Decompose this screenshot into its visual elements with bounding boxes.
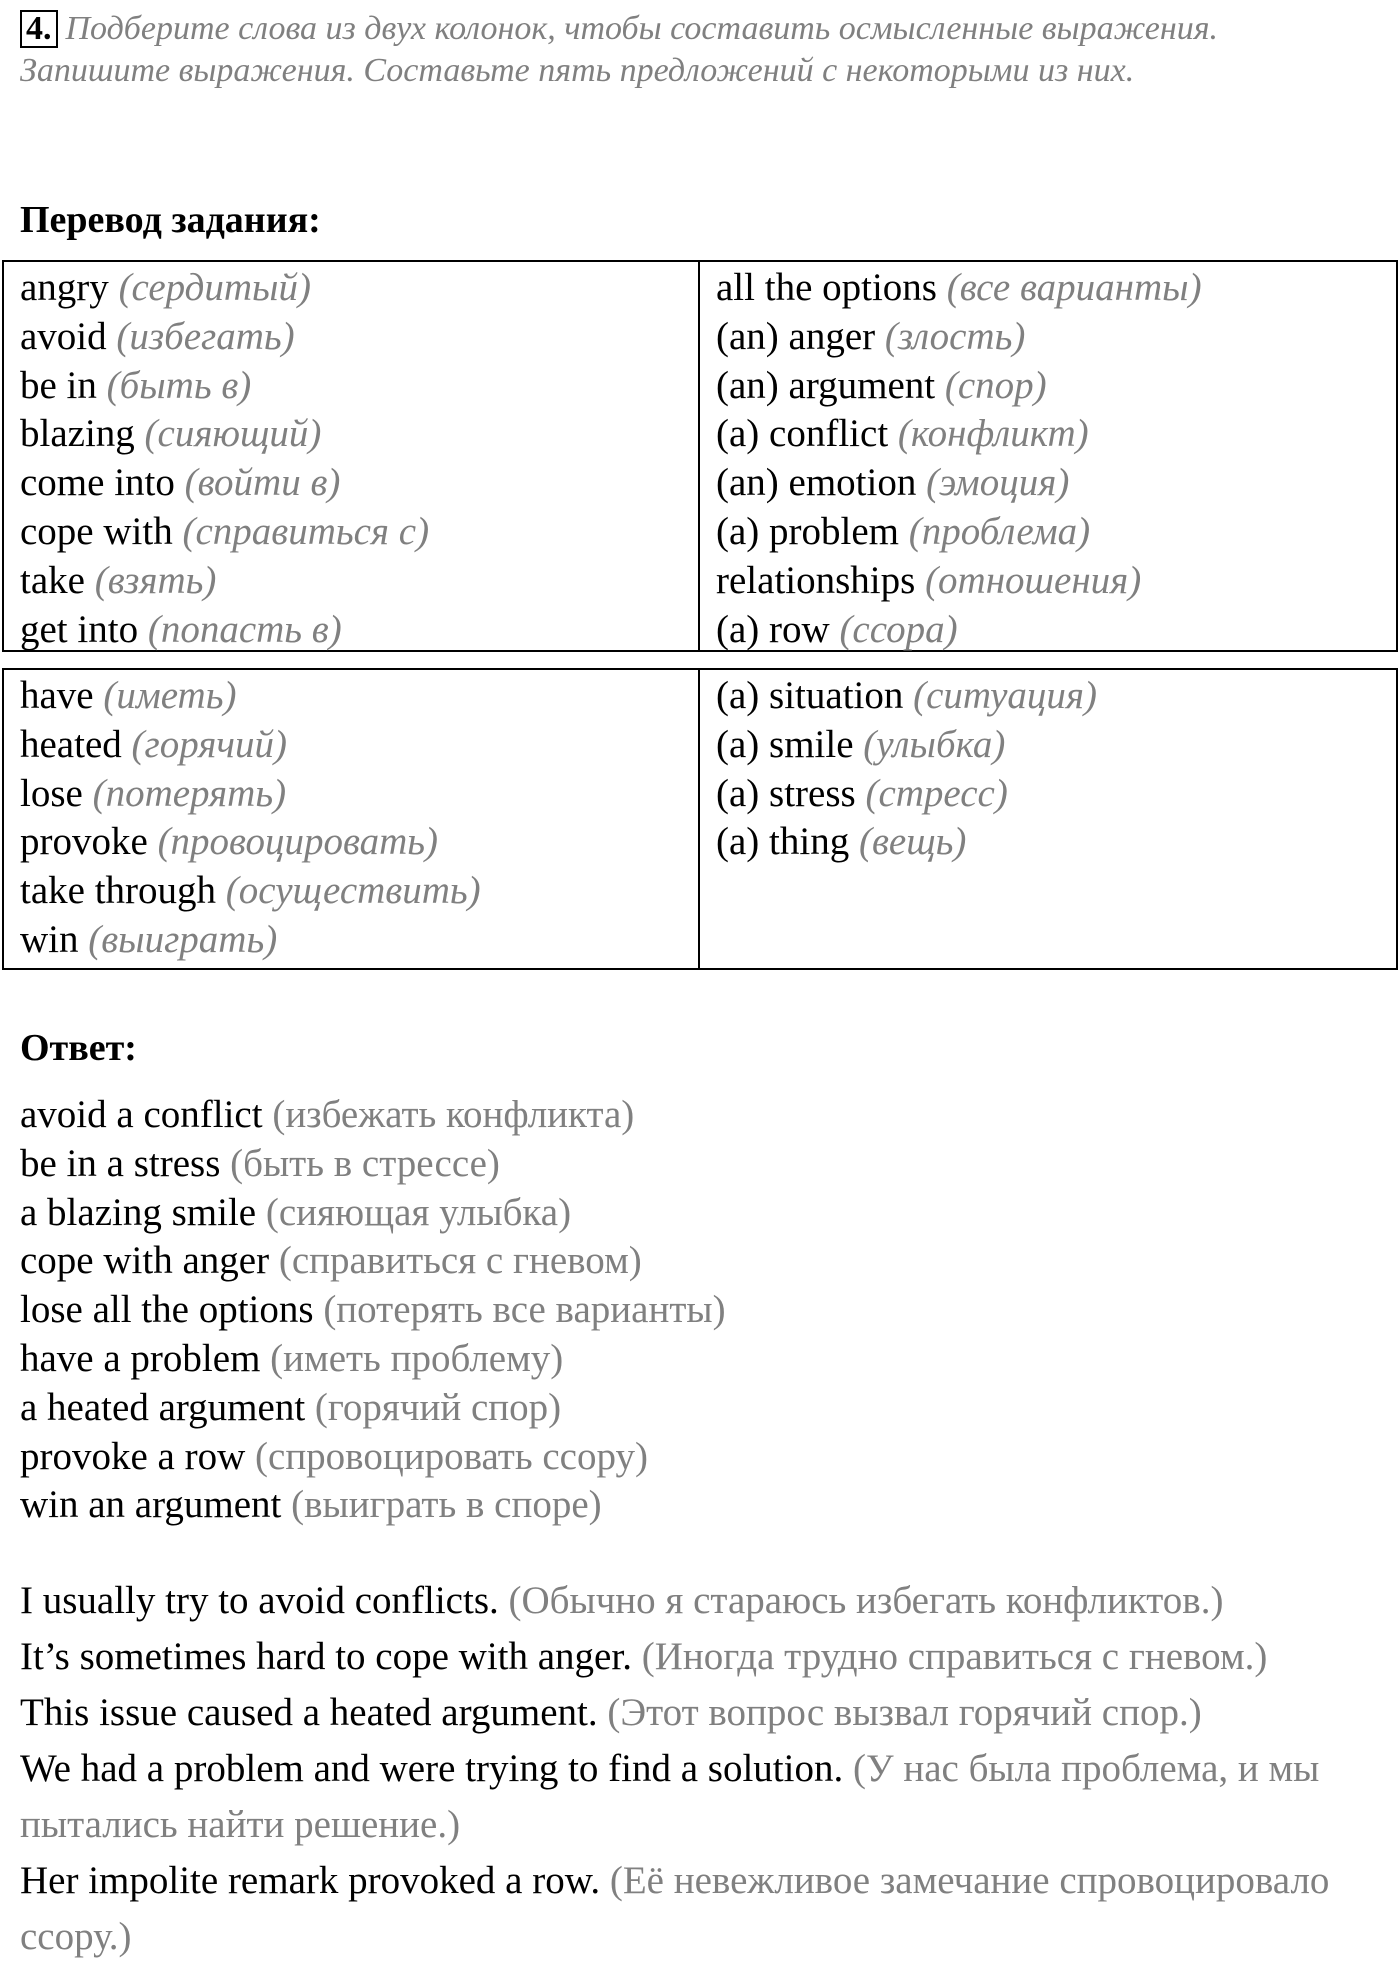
answer-item [20, 1286, 726, 1335]
russian-translation: (Этот вопрос вызвал горячий спор.) [607, 1691, 1202, 1734]
example-sentences [20, 1573, 1390, 1965]
russian-translation: (спор) [944, 363, 1047, 407]
sentence-item [20, 1573, 1390, 1629]
word-item [20, 410, 698, 459]
russian-translation: (спровоцировать ссору) [255, 1434, 648, 1478]
word-item [716, 770, 1396, 819]
english-sentence: Her impolite remark provoked a row. [20, 1859, 601, 1902]
russian-translation: (справиться с) [182, 509, 430, 553]
word-item [20, 606, 698, 655]
russian-translation: (эмоция) [926, 461, 1070, 505]
english-text: a blazing smile [20, 1190, 257, 1234]
sentence-item [20, 1853, 1390, 1965]
english-text: all the options [716, 266, 937, 309]
russian-translation: (избежать конфликта) [272, 1093, 635, 1136]
russian-translation: (быть в стрессе) [230, 1141, 500, 1185]
answer-item [20, 1335, 726, 1384]
russian-translation: (выиграть) [88, 917, 278, 961]
english-text: (an) emotion [716, 461, 917, 505]
sentence-item [20, 1685, 1390, 1741]
russian-translation: (горячий) [131, 722, 287, 766]
english-sentence: This issue caused a heated argument. [20, 1691, 598, 1734]
russian-translation: (стресс) [865, 771, 1008, 815]
answer-item [20, 1384, 726, 1433]
english-text: take [20, 558, 85, 602]
english-text: a heated argument [20, 1385, 306, 1429]
russian-translation: (ситуация) [913, 674, 1098, 717]
russian-translation: (потерять все варианты) [323, 1288, 726, 1332]
word-item [716, 721, 1396, 770]
word-item [20, 770, 698, 819]
word-item [20, 672, 698, 721]
russian-translation: (взять) [94, 558, 217, 602]
answer-title: Ответ: [20, 1027, 137, 1069]
english-text: (a) situation [716, 674, 904, 717]
word-item [716, 264, 1396, 313]
english-text: avoid a conflict [20, 1093, 263, 1136]
english-text: heated [20, 722, 122, 766]
english-text: provoke a row [20, 1434, 246, 1478]
word-item [20, 362, 698, 411]
english-text: (a) thing [716, 820, 850, 864]
word-item [716, 818, 1396, 867]
russian-translation: (выиграть в споре) [291, 1483, 602, 1527]
russian-translation: (улыбка) [863, 722, 1006, 766]
english-sentence: It’s sometimes hard to cope with anger. [20, 1635, 632, 1678]
word-column-left [4, 670, 700, 968]
english-text: provoke [20, 820, 148, 864]
russian-translation: (горячий спор) [314, 1385, 562, 1429]
english-text: be in [20, 363, 97, 407]
answer-list [20, 1091, 726, 1530]
english-text: cope with anger [20, 1239, 270, 1283]
word-item [716, 313, 1396, 362]
english-text: relationships [716, 558, 916, 602]
english-text: (an) anger [716, 314, 876, 358]
exercise-page [20, 8, 1400, 1958]
english-text: come into [20, 461, 175, 505]
russian-translation: (избегать) [116, 314, 295, 358]
word-item [716, 557, 1396, 606]
english-text: have [20, 674, 94, 717]
russian-translation: (провоцировать) [157, 820, 439, 864]
russian-translation: (отношения) [925, 558, 1142, 602]
english-text: lose [20, 771, 83, 815]
english-text: angry [20, 266, 109, 309]
task-instruction-line-2: Запишите выражения. Составьте пять предложений с некоторыми из них. [20, 52, 1135, 89]
word-item [716, 672, 1396, 721]
russian-translation: (проблема) [908, 509, 1091, 553]
russian-translation: (вещь) [858, 820, 967, 864]
word-table-1 [2, 260, 1398, 652]
russian-translation: (ссора) [839, 607, 958, 651]
russian-translation: (войти в) [184, 461, 341, 505]
russian-translation: (Иногда трудно справиться с гневом.) [641, 1635, 1268, 1678]
english-text: take through [20, 869, 217, 913]
word-item [20, 721, 698, 770]
english-text: blazing [20, 412, 135, 456]
word-item [20, 867, 698, 916]
english-text: have a problem [20, 1336, 261, 1380]
english-text: (a) row [716, 607, 830, 651]
russian-translation: (сердитый) [118, 266, 311, 309]
english-text: cope with [20, 509, 173, 553]
task-instructions [20, 8, 1400, 92]
answer-item [20, 1189, 726, 1238]
russian-translation: (осуществить) [225, 869, 481, 913]
english-text: (a) smile [716, 722, 854, 766]
russian-translation: (злость) [884, 314, 1026, 358]
russian-translation: (быть в) [106, 363, 252, 407]
english-text: be in a stress [20, 1141, 221, 1185]
sentence-item [20, 1629, 1390, 1685]
english-text: (a) conflict [716, 412, 889, 456]
sentence-item [20, 1741, 1390, 1853]
russian-translation: (Обычно я стараюсь избегать конфликтов.) [508, 1579, 1224, 1622]
word-item [716, 362, 1396, 411]
english-text: (a) problem [716, 509, 900, 553]
english-text: get into [20, 607, 139, 651]
word-column-left [4, 262, 700, 650]
english-text: (an) argument [716, 363, 936, 407]
task-number: 4. [20, 10, 58, 48]
english-text: win [20, 917, 79, 961]
russian-translation: (иметь) [103, 674, 237, 717]
word-column-right [700, 670, 1396, 968]
answer-item [20, 1140, 726, 1189]
word-item [716, 410, 1396, 459]
task-instruction-line-1: Подберите слова из двух колонок, чтобы составить осмысленные выражения. [65, 10, 1219, 47]
english-text: avoid [20, 314, 107, 358]
word-item [20, 508, 698, 557]
russian-translation: (справиться с гневом) [278, 1239, 642, 1283]
russian-translation: (потерять) [92, 771, 287, 815]
russian-translation: (иметь проблему) [270, 1336, 564, 1380]
word-column-right [700, 262, 1396, 650]
english-text: win an argument [20, 1483, 282, 1527]
word-item [20, 264, 698, 313]
english-sentence: I usually try to avoid conflicts. [20, 1579, 499, 1622]
word-table-2 [2, 668, 1398, 970]
word-item [20, 818, 698, 867]
russian-translation: (Её невежливое замечание спровоцировало ссору.) [20, 1859, 1330, 1958]
word-item [716, 508, 1396, 557]
russian-translation: (конфликт) [897, 412, 1089, 456]
english-text: (a) stress [716, 771, 856, 815]
answer-item [20, 1237, 726, 1286]
answer-item [20, 1091, 726, 1140]
russian-translation: (сияющий) [144, 412, 322, 456]
english-text: lose all the options [20, 1288, 314, 1332]
translation-title: Перевод задания: [20, 199, 321, 241]
answer-item [20, 1481, 726, 1530]
russian-translation: (попасть в) [147, 607, 342, 651]
russian-translation: (сияющая улыбка) [265, 1190, 572, 1234]
english-sentence: We had a problem and were trying to find a solution. [20, 1747, 844, 1790]
russian-translation: (У нас была проблема, и мы пытались найти решение.) [20, 1747, 1320, 1846]
word-item [20, 459, 698, 508]
word-item [716, 459, 1396, 508]
word-item [716, 606, 1396, 655]
answer-item [20, 1433, 726, 1482]
russian-translation: (все варианты) [946, 266, 1202, 309]
word-item [20, 916, 698, 965]
word-item [20, 313, 698, 362]
word-item [20, 557, 698, 606]
